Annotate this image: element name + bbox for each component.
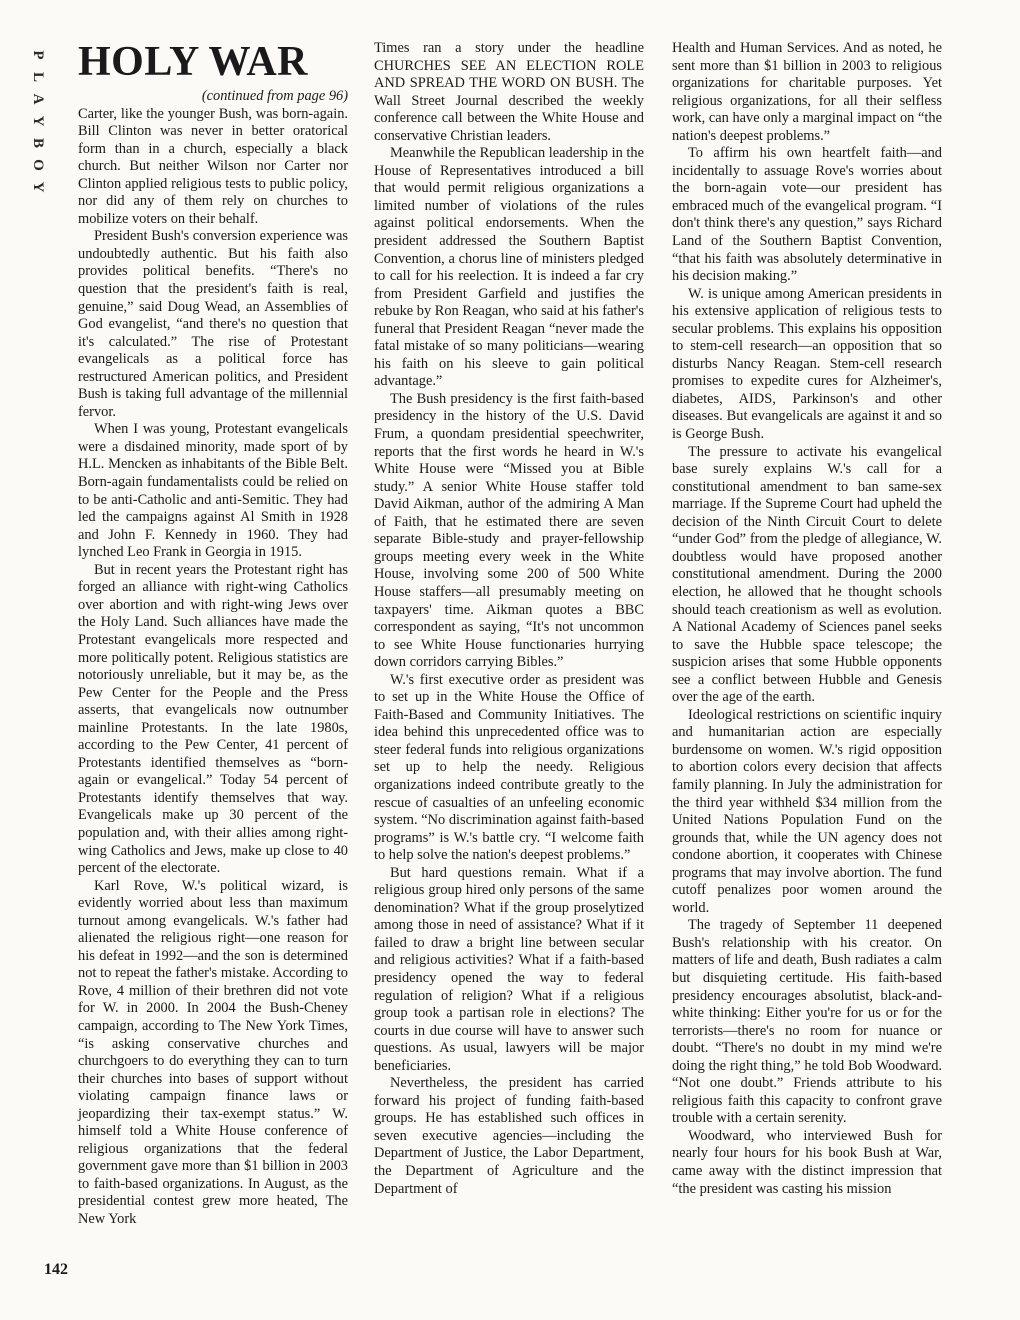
article-column-3 [672, 40, 942, 1198]
paragraph: Health and Human Services. And as noted, he sent more than $1 billion in 2003 to religious organizations for charitable purposes. Yet religious organizations, for all their selfless work, can have only a marginal impact on “the nation's deepest problems.” [672, 40, 942, 144]
paragraph: W.'s first executive order as president was to set up in the White House the Office of Faith-Based and Community Initiatives. The idea behind this unprecedented office was to steer federal funds into religious organizations set up to help the needy. Religious organizations indeed contribute greatly to the rescue of casualties of an unfeeling economic system. “No discrimination against faith-based programs” is W.'s battle cry. “I welcome faith to help solve the nation's deepest problems.” [374, 671, 644, 864]
article-column-1 [78, 40, 348, 1229]
paragraph: Meanwhile the Republican leadership in the House of Representatives introduced a bill that would permit religious organizations a limited number of violations of the rules against political endorsements. When the president addressed the Southern Baptist Convention, a chorus line of ministers pledged to call for his reelection. It is indeed a far cry from President Garfield and justifies the rebuke by Ron Reagan, who said at his father's funeral that President Reagan “never made the fatal mistake of so many politicians—wearing his faith on his sleeve to gain political advantage.” [374, 145, 644, 390]
article-title: HOLY WAR [78, 39, 309, 85]
magazine-label-letter: Y [30, 181, 46, 193]
magazine-label-letter: Y [30, 115, 46, 127]
paragraph: Carter, like the younger Bush, was born-again. Bill Clinton was never in better oratorical form than in a church, especially a black church. But neither Wilson nor Carter nor Clinton applied religious tests to public policy, nor did any of them rely on churches to mobilize voters on their behalf. [78, 105, 348, 227]
continued-note: (continued from page 96) [201, 88, 348, 104]
article-column-2 [374, 40, 644, 1198]
paragraph: President Bush's conversion experience was undoubtedly authentic. But his faith also provides political benefits. “There's no question that the president's faith is real, genuine,” said Doug Wead, an Assemblies of God evangelist, “and there's no question that it's calculated.” The rise of Protestant evangelicals as a political force has restructured American politics, and President Bush is taking full advantage of the millennial fervor. [78, 228, 348, 420]
paragraph: To affirm his own heartfelt faith—and incidentally to assuage Rove's worries about the born-again vote—our president has embraced much of the evangelical program. “I don't think there's any question,” says Richard Land of the Southern Baptist Convention, “that his faith was absolutely determinative in his decision making.” [672, 145, 942, 285]
paragraph: Times ran a story under the headline CHURCHES SEE AN ELECTION ROLE AND SPREAD THE WORD ON BUSH. The Wall Street Journal described the weekly conference call between the White House and conservative Christian leaders. [374, 40, 644, 144]
magazine-label-letter: P [30, 50, 46, 60]
magazine-label-letter: L [30, 71, 46, 82]
magazine-label [20, 44, 56, 198]
magazine-label-letter: A [30, 93, 46, 105]
paragraph: Nevertheless, the president has carried forward his project of funding faith-based groups. He has established such offices in seven executive agencies—including the Department of Justice, the Labor Department, the Department of Agriculture and the Department of [374, 1075, 644, 1197]
paragraph: Karl Rove, W.'s political wizard, is evidently worried about less than maximum turnout among evangelicals. W.'s father had alienated the religious right—one reason for his defeat in 1992—and the son is determined not to repeat the father's mistake. According to Rove, 4 million of their brethren did not vote for W. in 2000. In 2004 the Bush-Cheney campaign, according to The New York Times, “is asking conservative churches and churchgoers to do everything they can to turn their churches into bases of support without violating campaign finance laws or jeopardizing their tax-exempt status.” W. himself told a White House conference of religious organizations that the federal government gave more than $1 billion in 2003 to faith-based organizations. In August, as the presidential contest grew more heated, The New York [78, 877, 348, 1227]
paragraph: The tragedy of September 11 deepened Bush's relationship with his creator. On matters of life and death, Bush radiates a calm but disquieting certitude. His faith-based presidency encourages absolutist, black-and-white thinking: Either you're for us or for the terrorists—there's no room for nuance or doubt. “There's no doubt in my mind we're doing the right thing,” he told Bob Woodward. “Not one doubt.” Friends attribute to his religious faith this capacity to confront grave trouble with a certain serenity. [672, 917, 942, 1127]
paragraph: When I was young, Protestant evangelicals were a disdained minority, made sport of by H.L. Mencken as inhabitants of the Bible Belt. Born-again fundamentalists could be relied on to be anti-Catholic and anti-Semitic. They had led the campaigns against Al Smith in 1928 and John F. Kennedy in 1960. They had lynched Leo Frank in Georgia in 1915. [78, 421, 348, 561]
magazine-label-letter: O [30, 159, 46, 171]
paragraph: W. is unique among American presidents in his extensive application of religious tests to secular problems. This explains his opposition to stem-cell research—an opposition that so disturbs Nancy Reagan. Stem-cell research promises to expedite cures for Alzheimer's, diabetes, AIDS, Parkinson's and other diseases. But evangelicals are against it and so is George Bush. [672, 285, 942, 443]
paragraph: The Bush presidency is the first faith-based presidency in the history of the U.S. David Frum, a quondam presidential speechwriter, reports that the first words he heard in W.'s White House were “Missed you at Bible study.” A senior White House staffer told David Aikman, author of the admiring A Man of Faith, that he estimated there are seven separate Bible-study and prayer-fellowship groups meeting every week in the White House, involving some 200 of 500 White House staffers—all presumably meeting on taxpayers' time. Aikman quotes a BBC correspondent as saying, “It's not uncommon to see White House functionaries hurrying down corridors carrying Bibles.” [374, 390, 644, 671]
magazine-label-letter: B [30, 137, 46, 148]
page-number: 142 [44, 1261, 68, 1278]
paragraph: But hard questions remain. What if a religious group hired only persons of the same denomination? What if the group proselytized among those in need of assistance? What if it failed to draw a bright line between secular and religious activities? What if a faith-based presidency opened the way to federal regulation of religion? What if a religious group took a partisan role in elections? The courts in due course will have to answer such questions. As usual, lawyers will be major beneficiaries. [374, 864, 644, 1074]
paragraph: The pressure to activate his evangelical base surely explains W.'s call for a constitutional amendment to ban same-sex marriage. If the Supreme Court had upheld the decision of the Ninth Circuit Court to delete “under God” from the pledge of allegiance, W. doubtless would have proposed another constitutional amendment. During the 2000 election, he allowed that he thought schools should teach creationism as well as evolution. A National Academy of Sciences panel seeks to save the Hubble space telescope; the suspicion arises that some Hubble opponents see a conflict between Hubble and Genesis over the age of the earth. [672, 443, 942, 706]
paragraph: Ideological restrictions on scientific inquiry and humanitarian action are especially burdensome on women. W.'s rigid opposition to abortion colors every decision that affects family planning. In July the administration for the third year withheld $34 million from the United Nations Population Fund on the grounds that, while the UN agency does not condone abortion, it cooperates with Chinese programs that may involve abortion. The fund cutoff penalizes poor women around the world. [672, 706, 942, 916]
paragraph: But in recent years the Protestant right has forged an alliance with right-wing Catholics over abortion and with right-wing Jews over the Holy Land. Such alliances have made the Protestant evangelicals more respected and more politically potent. Religious statistics are notoriously unreliable, but it may be, as the Pew Center for the People and the Press asserts, that evangelicals now outnumber mainline Protestants. In the late 1980s, according to the Pew Center, 41 percent of Protestants identified themselves as “born-again or evangelical.” Today 54 percent of Protestants identify themselves that way. Evangelicals make up 30 percent of the population and, with their allies among right-wing Catholics and Jews, make up close to 40 percent of the electorate. [78, 561, 348, 877]
paragraph: Woodward, who interviewed Bush for nearly four hours for his book Bush at War, came away with the distinct impression that “the president was casting his mission [672, 1127, 942, 1197]
